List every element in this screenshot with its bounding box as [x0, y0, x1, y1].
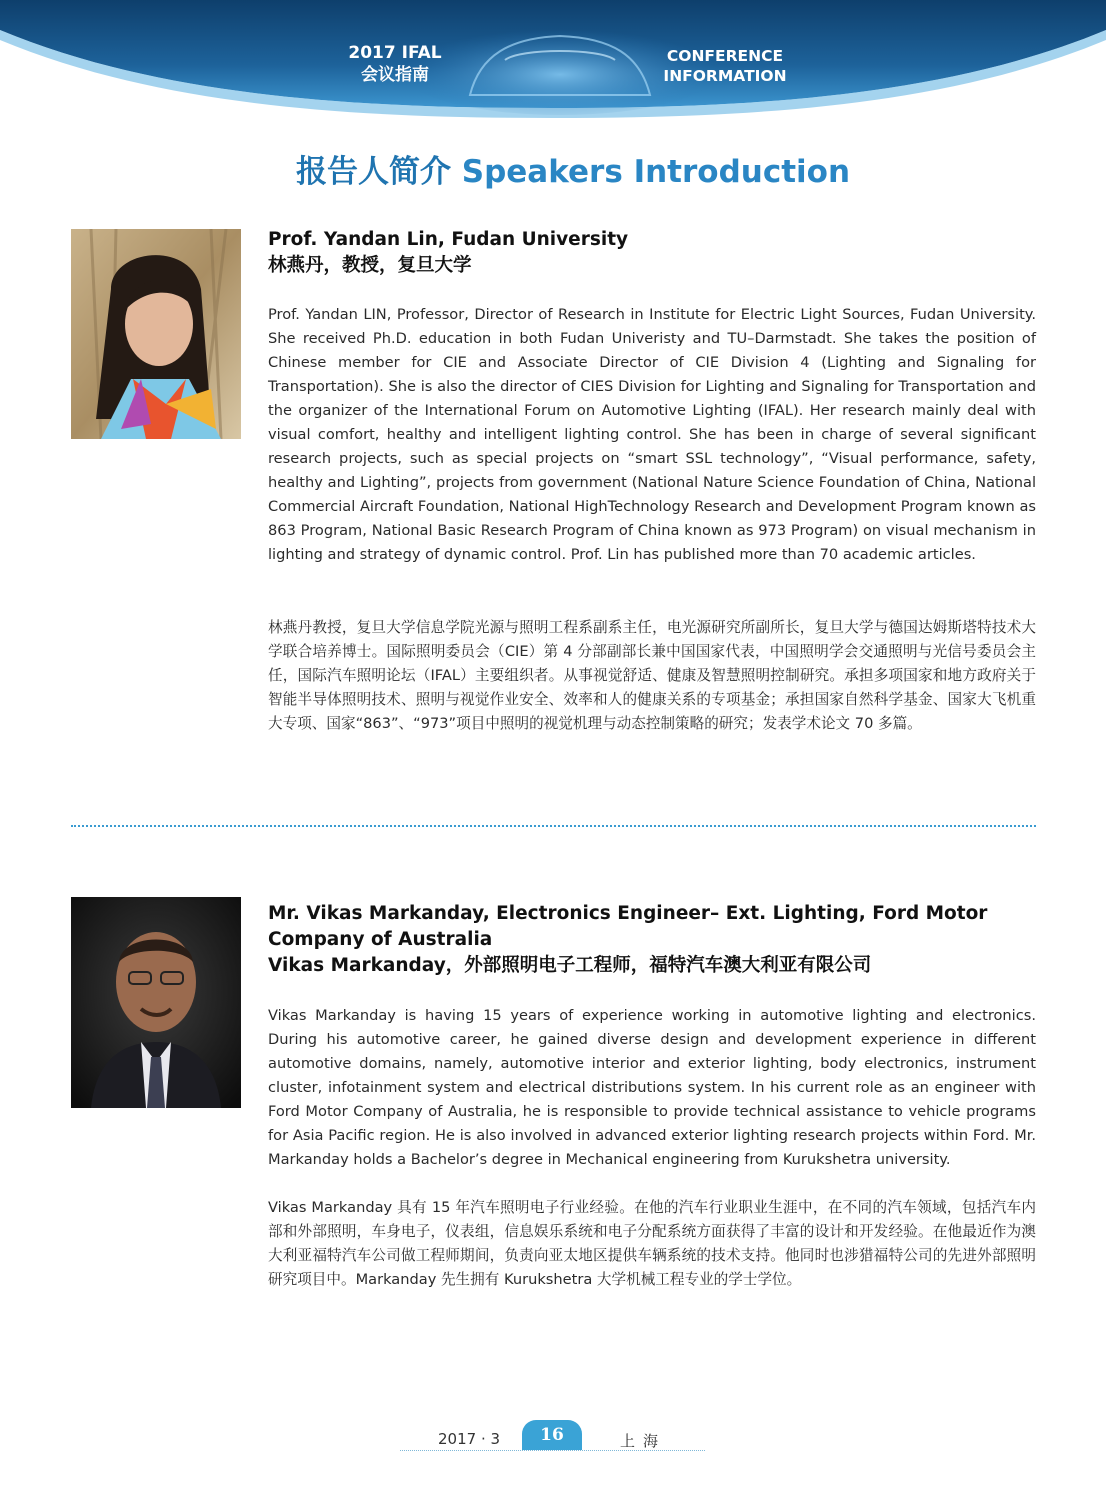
banner-graphic: [0, 0, 1106, 120]
conference-badge: [330, 42, 460, 86]
speaker-2-bio-zh: Vikas Markanday 具有 15 年汽车照明电子行业经验。在他的汽车行业职业生涯中，在不同的汽车领域，包括汽车内部和外部照明，车身电子，仪表组，信息娱乐系统和电子分配系统方面获得了丰富的设计和开发经验。在他最近作为澳大利亚福特汽车公司做工程师期间，负责向亚太地区提供车辆系统的技术支持。他同时也涉猎福特公司的先进外部照明研究项目中。Markanday 先生拥有 Kurukshetra 大学机械工程专业的学士学位。: [268, 1199, 1036, 1288]
speaker-1-name-zh: 林燕丹，教授，复旦大学: [268, 255, 472, 276]
speaker-1-bio-en: Prof. Yandan LIN, Professor, Director of Research in Institute for Electric Light Sources, Fudan University. She received Ph.D. education in both Fudan Univeristy and TU–Darmstadt. She takes the position of Chinese member for CIE and Associate Director of CIE Division 4 (Lighting and Signaling for Transportation). She is also the director of CIES Division for Lighting and Signaling for Transportation and the organizer of the International Forum on Automotive Lighting (IFAL). Her research mainly deal with visual comfort, healthy and intelligent lighting control. She has been in charge of several significant research projects, such as special projects on “smart SSL technology”, “Visual performance, safety, healthy and Lighting”, projects from government (National Nature Science Foundation of China, National Commercial Aircraft Foundation, National HighTechnology Research and Development Program known as 863 Program, National Basic Research Program of China known as 973 Program) on visual mechanism in lighting and strategy of dynamic control. Prof. Lin has published more than 70 academic articles.: [268, 306, 1036, 563]
page-title-zh: 报告人简介: [295, 154, 451, 190]
speaker-1-heading: [268, 227, 1036, 279]
page-title-en: Speakers Introduction: [461, 154, 851, 190]
header-banner: [0, 0, 1106, 120]
speaker-1-photo: [71, 229, 241, 439]
footer-city: 上海: [620, 1432, 667, 1450]
conference-year: 2017 IFAL: [348, 43, 442, 63]
conference-label-line2: INFORMATION: [663, 67, 787, 85]
speaker-2-name-en-line2: Company of Australia: [268, 929, 493, 950]
speaker-1-name-en: Prof. Yandan Lin, Fudan University: [268, 229, 629, 250]
page-number: 16: [522, 1420, 582, 1450]
conference-info-label: [650, 46, 800, 86]
page-title: [0, 146, 1106, 191]
page-footer: [400, 1420, 705, 1454]
speaker-1-bio-zh: 林燕丹教授，复旦大学信息学院光源与照明工程系副系主任，电光源研究所副所长，复旦大学与德国达姆斯塔特技术大学联合培养博士。国际照明委员会（CIE）第 4 分部副部长兼中国国家代表，中国照明学会交通照明与光信号委员会主任，国际汽车照明论坛（IFAL）主要组织者。从事视觉舒适、健康及智慧照明控制研究。承担多项国家和地方政府关于智能半导体照明技术、照明与视觉作业安全、效率和人的健康关系的专项基金；承担国家自然科学基金、国家大飞机重大专项、国家“863”、“973”项目中照明的视觉机理与动态控制策略的研究；发表学术论文 70 多篇。: [268, 619, 1036, 732]
speaker-2-photo: [71, 897, 241, 1108]
footer-date: 2017 · 3: [438, 1430, 501, 1448]
section-divider: [71, 825, 1036, 827]
conference-label-line1: CONFERENCE: [666, 47, 784, 65]
speaker-2-name-zh: Vikas Markanday，外部照明电子工程师，福特汽车澳大利亚有限公司: [268, 955, 872, 976]
speaker-2-heading: [268, 901, 1036, 979]
speaker-2-name-en-line1: Mr. Vikas Markanday, Electronics Engineer– Ext. Lighting, Ford Motor: [268, 903, 988, 924]
conference-guide-zh: 会议指南: [361, 65, 429, 85]
speaker-2-bio-en: Vikas Markanday is having 15 years of experience working in automotive lighting and electronics. During his automotive career, he gained diverse design and development experience in different automotive domains, namely, automotive interior and exterior lighting, body electronics, instrument cluster, infotainment system and electrical distributions system. In his current role as an engineer with Ford Motor Company of Australia, he is responsible to provide technical assistance to vehicle programs for Asia Pacific region. He is also involved in advanced exterior lighting research projects within Ford. Mr. Markanday holds a Bachelor’s degree in Mechanical engineering from Kurukshetra university.: [268, 1007, 1036, 1168]
